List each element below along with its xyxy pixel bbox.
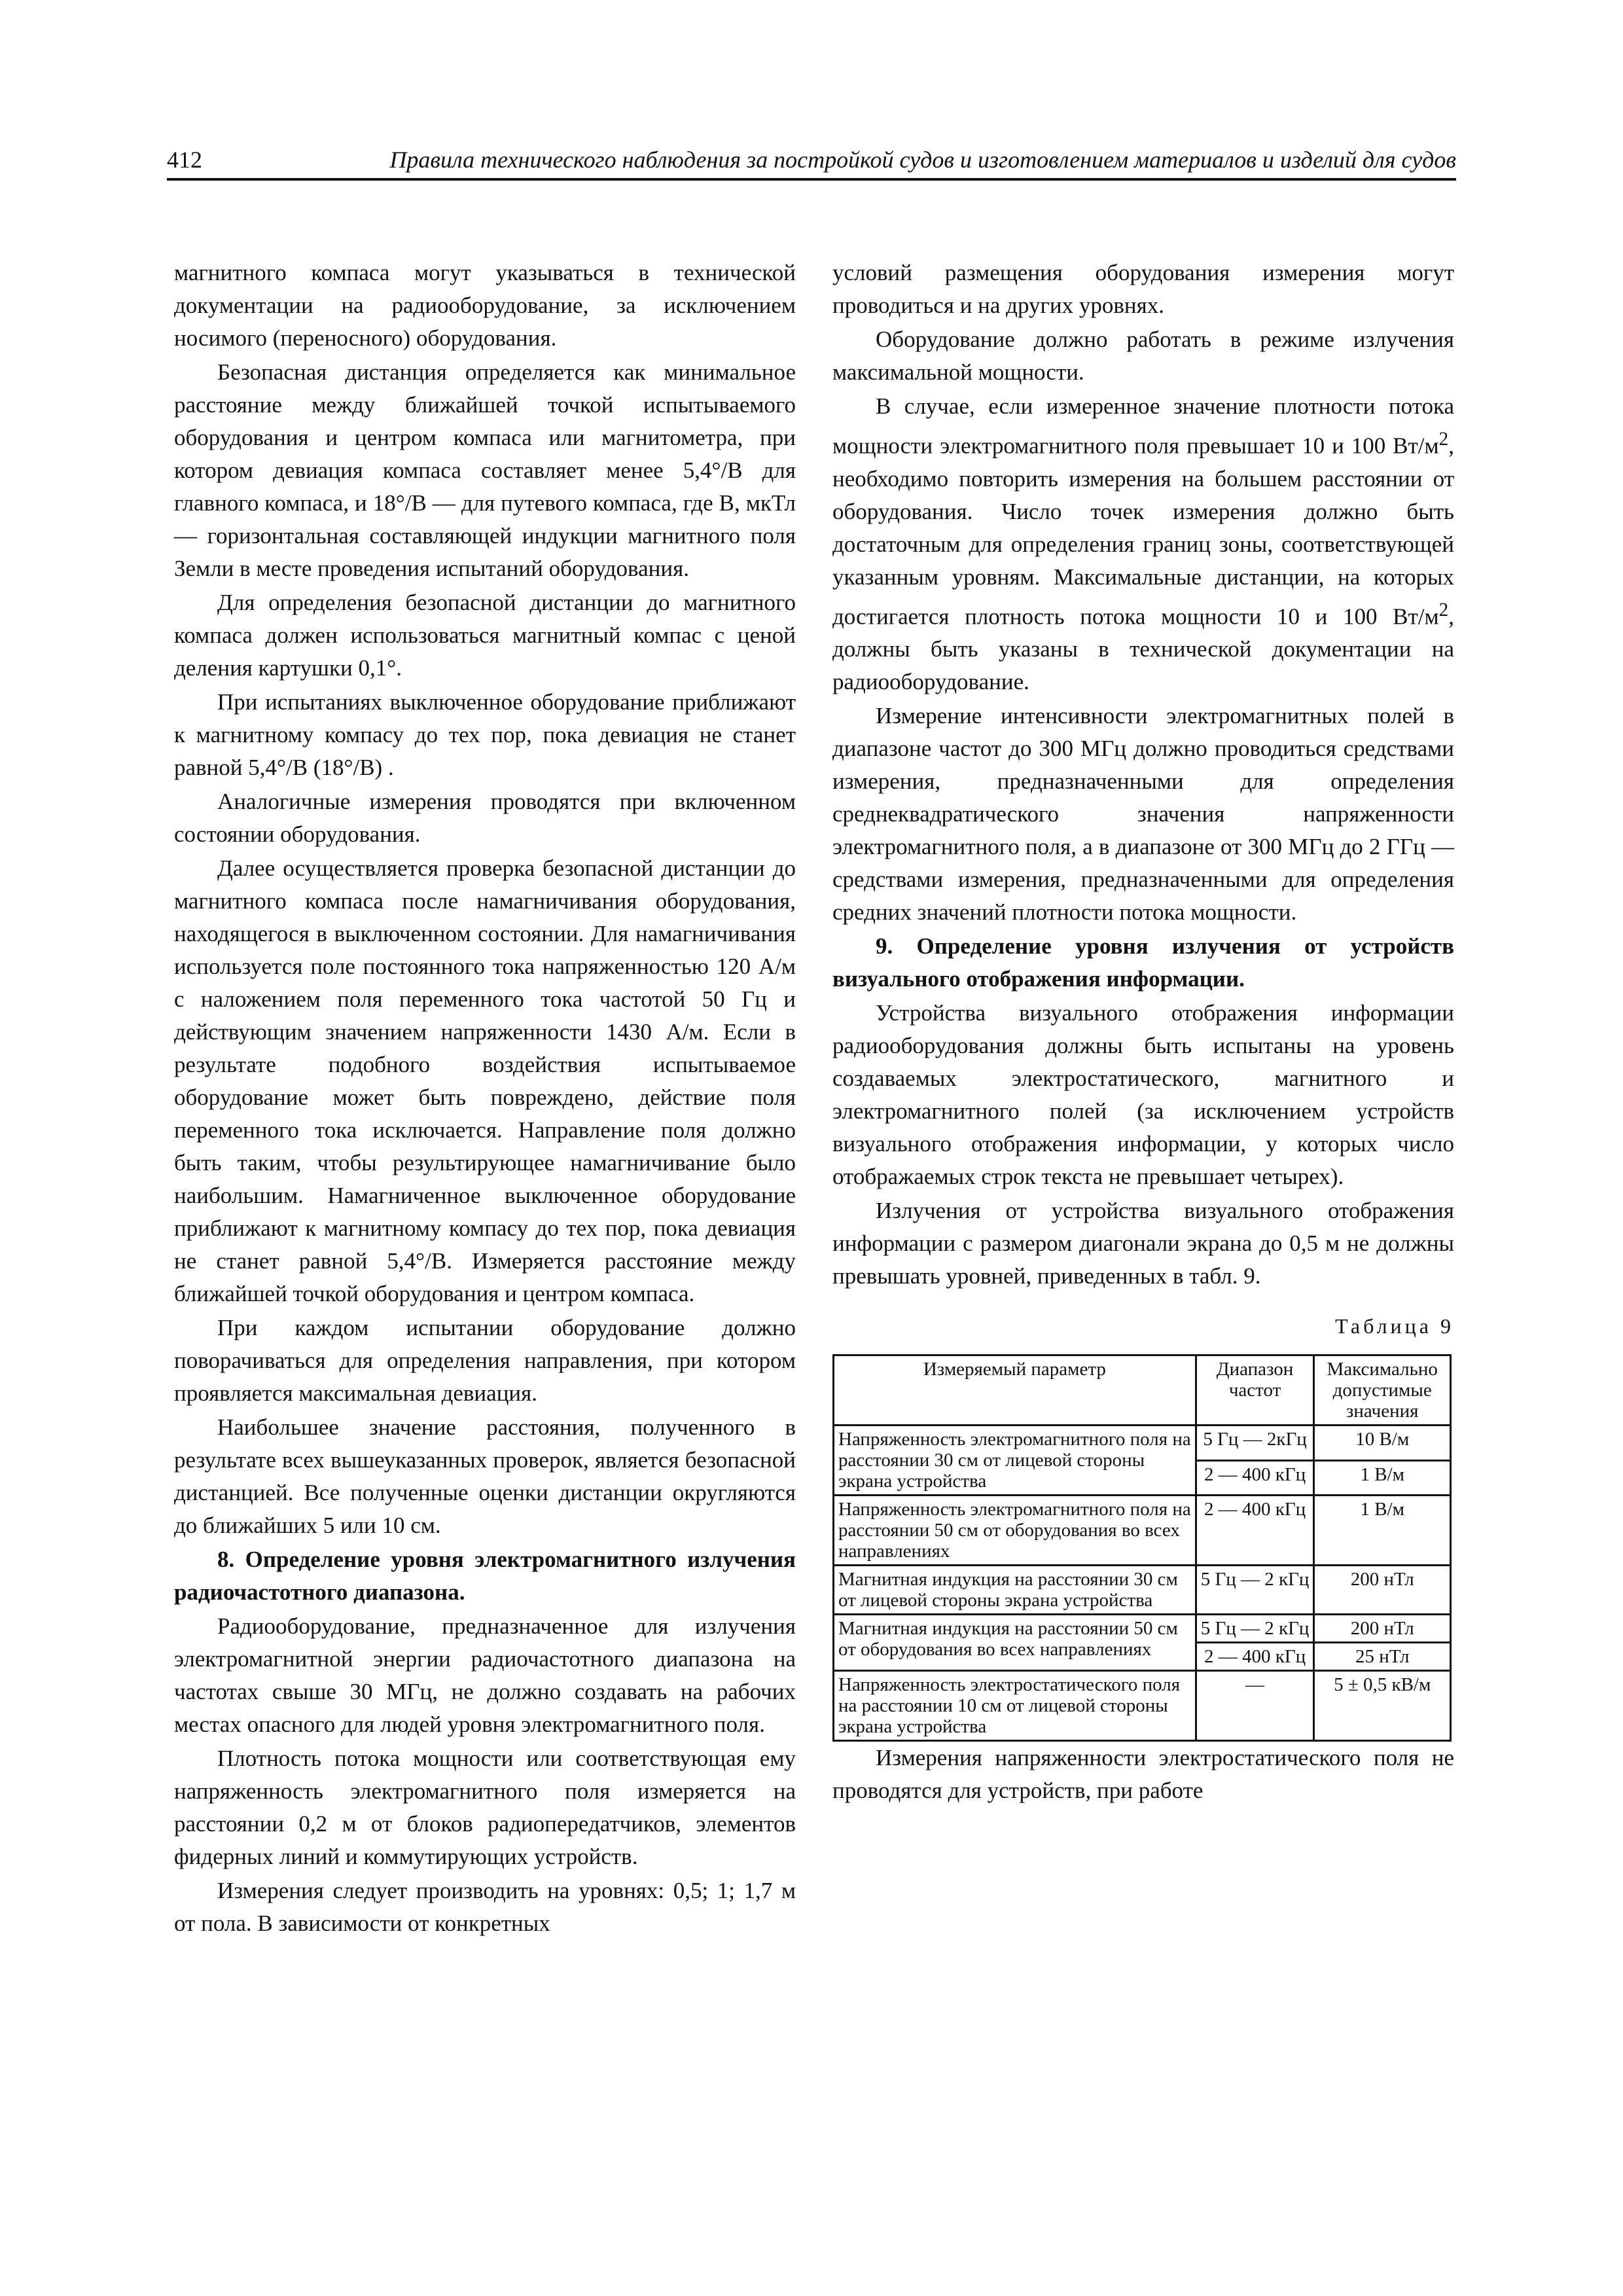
paragraph: При испытаниях выключенное оборудование приближают к магнитному компасу до тех пор, пока девиация не станет равной 5,4°/В (18°/В) . xyxy=(174,689,796,780)
superscript: 2 xyxy=(1438,599,1449,620)
right-column xyxy=(832,257,1454,1808)
text-run: В случае, если измеренное значение плотности потока мощности электромагнитного поля превышает 10 и 100 Вт/м xyxy=(832,393,1454,459)
value-cell: 200 нТл xyxy=(1314,1566,1451,1615)
paragraph xyxy=(832,390,1454,698)
range-cell: 5 Гц — 2 кГц xyxy=(1196,1615,1314,1643)
table-row xyxy=(834,1496,1451,1566)
value-cell: 1 В/м xyxy=(1314,1496,1451,1566)
table-row xyxy=(834,1671,1451,1741)
range-cell: 5 Гц — 2кГц xyxy=(1196,1426,1314,1461)
header-cell: Максимально допустимые значения xyxy=(1314,1355,1451,1426)
paragraph: Аналогичные измерения проводятся при включенном состоянии оборудования. xyxy=(174,789,796,847)
paragraph: Наибольшее значение расстояния, полученного в результате всех вышеуказанных проверок, является безопасной дистанцией. Все полученные оценки дистанции округляются до ближайших 5 или 10 см. xyxy=(174,1414,796,1538)
paragraph: Измерение интенсивности электромагнитных полей в диапазоне частот до 300 МГц должно проводиться средствами измерения, предназначенными для определения среднеквадратического значения напряженности электромагнитного поля, а в диапазоне от 300 МГц до 2 ГГц — средствами измерения, предназначенными для определения средних значений плотности потока мощности. xyxy=(832,703,1454,925)
value-cell: 25 нТл xyxy=(1314,1643,1451,1671)
running-title: Правила технического наблюдения за постройкой судов и изготовлением материалов и изделий для судов xyxy=(389,147,1456,173)
left-column xyxy=(174,257,796,1941)
value-cell: 10 В/м xyxy=(1314,1426,1451,1461)
text-run: , необходимо повторить измерения на большем расстоянии от оборудования. Число точек измерения должно быть достаточным для определения границ зоны, соответствующей указанным уровням. Максимальные дистанции, на которых достигается плотность потока мощности 10 и 100 Вт/м xyxy=(832,433,1454,630)
section-heading-9: 9. Определение уровня излучения от устройств визуального отображения информации. xyxy=(832,933,1454,992)
superscript: 2 xyxy=(1438,429,1449,450)
table-row xyxy=(834,1615,1451,1643)
value-cell: 200 нТл xyxy=(1314,1615,1451,1643)
range-cell: 2 — 400 кГц xyxy=(1196,1460,1314,1496)
paragraph: Далее осуществляется проверка безопасной дистанции до магнитного компаса после намагничивания оборудования, находящегося в выключенном состоянии. Для намагничивания используется поле постоянного тока напряженностью 120 А/м с наложением поля переменного тока частотой 50 Гц и действующим значением напряженности 1430 А/м. Если в результате подобного воздействия испытываемое оборудование может быть повреждено, действие поля переменного тока исключается. Направление поля должно быть таким, чтобы результирующее намагничивание было наибольшим. Намагниченное выключенное оборудование приближают к магнитному компасу до тех пор, пока девиация не станет равной 5,4°/В. Измеряется расстояние между ближайшей точкой оборудования и центром компаса. xyxy=(174,855,796,1306)
header-cell: Диапазон частот xyxy=(1196,1355,1314,1426)
range-cell: — xyxy=(1196,1671,1314,1741)
running-header xyxy=(167,145,1456,181)
table-caption: Таблица 9 xyxy=(1335,1314,1454,1338)
param-cell: Напряженность электромагнитного поля на расстоянии 50 см от оборудования во всех направлениях xyxy=(834,1496,1196,1566)
table-header-row xyxy=(834,1355,1451,1426)
page-number: 412 xyxy=(167,147,202,173)
paragraph: условий размещения оборудования измерения могут проводиться и на других уровнях. xyxy=(832,260,1454,318)
param-cell: Напряженность электромагнитного поля на расстоянии 30 см от лицевой стороны экрана устройства xyxy=(834,1426,1196,1496)
table-row xyxy=(834,1566,1451,1615)
paragraph: Оборудование должно работать в режиме излучения максимальной мощности. xyxy=(832,327,1454,385)
section-heading-8: 8. Определение уровня электромагнитного излучения радиочастотного диапазона. xyxy=(174,1547,796,1605)
table-row xyxy=(834,1426,1451,1461)
paragraph: Безопасная дистанция определяется как минимальное расстояние между ближайшей точкой испытываемого оборудования и центром компаса или магнитометра, при котором девиация компаса составляет менее 5,4°/В для главного компаса, и 18°/В — для путевого компаса, где В, мкТл — горизонтальная составляющей индукции магнитного поля Земли в месте проведения испытаний оборудования. xyxy=(174,359,796,581)
paragraph: Измерения напряженности электростатического поля не проводятся для устройств, при работе xyxy=(832,1745,1454,1804)
header-cell: Измеряемый параметр xyxy=(834,1355,1196,1426)
paragraph: Измерения следует производить на уровнях: 0,5; 1; 1,7 м от пола. В зависимости от конкретных xyxy=(174,1878,796,1936)
table-9 xyxy=(832,1354,1452,1742)
paragraph: Для определения безопасной дистанции до магнитного компаса должен использоваться магнитный компас с ценой деления картушки 0,1°. xyxy=(174,590,796,681)
paragraph: Радиооборудование, предназначенное для излучения электромагнитной энергии радиочастотного диапазона на частотах свыше 30 МГц, не должно создавать на рабочих местах опасного для людей уровня электромагнитного поля. xyxy=(174,1613,796,1737)
range-cell: 2 — 400 кГц xyxy=(1196,1643,1314,1671)
param-cell: Магнитная индукция на расстоянии 50 см от оборудования во всех направлениях xyxy=(834,1615,1196,1671)
paragraph: Устройства визуального отображения информации радиооборудования должны быть испытаны на уровень создаваемых электростатического, магнитного и электромагнитного полей (за исключением устройств визуального отображения информации, у которых число отображаемых строк текста не превышает четырех). xyxy=(832,1000,1454,1190)
param-cell: Напряженность электростатического поля на расстоянии 10 см от лицевой стороны экрана устройства xyxy=(834,1671,1196,1741)
value-cell: 5 ± 0,5 кВ/м xyxy=(1314,1671,1451,1741)
range-cell: 5 Гц — 2 кГц xyxy=(1196,1566,1314,1615)
paragraph: магнитного компаса могут указываться в технической документации на радиооборудование, за исключением носимого (переносного) оборудования. xyxy=(174,260,796,351)
paragraph: При каждом испытании оборудование должно поворачиваться для определения направления, при котором проявляется максимальная девиация. xyxy=(174,1315,796,1406)
range-cell: 2 — 400 кГц xyxy=(1196,1496,1314,1566)
text-run: , должны быть указаны в технической документации на радиооборудование. xyxy=(832,603,1454,695)
paragraph: Плотность потока мощности или соответствующая ему напряженность электромагнитного поля измеряется на расстоянии 0,2 м от блоков радиопередатчиков, элементов фидерных линий и коммутирующих устройств. xyxy=(174,1746,796,1869)
param-cell: Магнитная индукция на расстоянии 30 см от лицевой стороны экрана устройства xyxy=(834,1566,1196,1615)
paragraph: Излучения от устройства визуального отображения информации с размером диагонали экрана до 0,5 м не должны превышать уровней, приведенных в табл. 9. xyxy=(832,1198,1454,1289)
value-cell: 1 В/м xyxy=(1314,1460,1451,1496)
